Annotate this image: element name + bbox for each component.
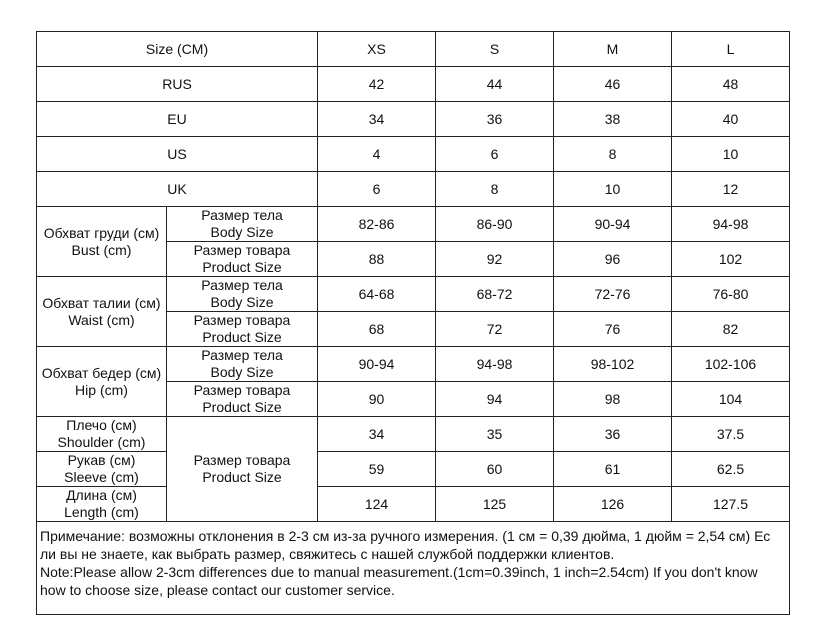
measurement-note [37,522,790,615]
table-cell: 68-72 [436,277,554,312]
body-size-label-ru: Размер тела [201,207,283,223]
table-cell: 46 [554,67,672,102]
conversion-label: US [37,137,318,172]
table-cell: 102 [672,242,790,277]
table-cell: 62.5 [672,452,790,487]
waist-body-row [37,277,790,312]
length-label-en: Length (cm) [64,504,139,520]
length-row [37,487,790,522]
table-cell: 10 [672,137,790,172]
table-cell: 76 [554,312,672,347]
product-size-label-en: Product Size [202,259,282,275]
sleeve-label-ru: Рукав (см) [67,452,136,468]
table-cell: 92 [436,242,554,277]
table-cell: 6 [318,172,436,207]
sleeve-label [37,452,167,487]
bust-body-row [37,207,790,242]
table-cell: 125 [436,487,554,522]
table-cell: 72 [436,312,554,347]
table-cell: 94-98 [436,347,554,382]
body-size-label-ru: Размер тела [201,277,283,293]
product-size-label-en: Product Size [202,329,282,345]
sleeve-label-en: Sleeve (cm) [64,469,139,485]
table-cell: 68 [318,312,436,347]
body-size-label-en: Body Size [210,294,274,310]
table-cell: 34 [318,102,436,137]
note-en-line-1: Note:Please allow 2-3cm differences due to manual measurement.(1cm=0.39inch, 1 inch=2.54cm) If you don't know [40,564,758,580]
conversion-row-us [37,137,790,172]
table-cell: 38 [554,102,672,137]
product-size-label-ru: Размер товара [193,312,291,328]
table-cell: 37.5 [672,417,790,452]
table-cell: 4 [318,137,436,172]
table-cell: 94-98 [672,207,790,242]
table-cell: 102-106 [672,347,790,382]
header-label: Size (CM) [37,32,318,67]
conversion-row-rus [37,67,790,102]
size-l-header: L [672,32,790,67]
table-cell: 82 [672,312,790,347]
table-cell: 40 [672,102,790,137]
garment-product-size-label [167,417,318,522]
table-cell: 6 [436,137,554,172]
table-cell: 60 [436,452,554,487]
table-cell: 82-86 [318,207,436,242]
product-size-label [167,242,318,277]
table-cell: 98-102 [554,347,672,382]
bust-label-ru: Обхват груди (см) [43,224,160,241]
hip-label-en: Hip (cm) [75,381,128,398]
shoulder-label-en: Shoulder (cm) [57,434,146,450]
table-cell: 44 [436,67,554,102]
table-cell: 36 [554,417,672,452]
table-cell: 61 [554,452,672,487]
product-size-label [167,382,318,417]
sleeve-row [37,452,790,487]
table-cell: 8 [554,137,672,172]
table-cell: 90-94 [554,207,672,242]
header-row [37,32,790,67]
bust-label [37,207,167,277]
note-row [37,522,790,615]
body-size-label-en: Body Size [210,224,274,240]
product-size-label-en: Product Size [202,469,282,485]
product-size-label-ru: Размер товара [193,242,291,258]
shoulder-label-ru: Плечо (см) [66,417,137,433]
bust-label-en: Bust (cm) [71,241,132,258]
table-cell: 98 [554,382,672,417]
size-s-header: S [436,32,554,67]
note-en-line-2: how to choose size, please contact our customer service. [40,582,395,598]
table-cell: 8 [436,172,554,207]
table-cell: 90-94 [318,347,436,382]
body-size-label [167,277,318,312]
conversion-row-uk [37,172,790,207]
length-label-ru: Длина (см) [66,487,137,503]
body-size-label-ru: Размер тела [201,347,283,363]
table-cell: 104 [672,382,790,417]
table-cell: 76-80 [672,277,790,312]
note-ru-line-2: ли вы не знаете, как выбрать размер, свяжитесь с нашей службой поддержки клиентов. [40,546,615,562]
waist-label-en: Waist (cm) [68,311,135,328]
size-m-header: M [554,32,672,67]
hip-body-row [37,347,790,382]
table-cell: 36 [436,102,554,137]
conversion-label: UK [37,172,318,207]
conversion-label: RUS [37,67,318,102]
product-size-label-ru: Размер товара [193,452,291,468]
body-size-label [167,207,318,242]
conversion-label: EU [37,102,318,137]
table-cell: 94 [436,382,554,417]
waist-label [37,277,167,347]
product-size-label [167,312,318,347]
table-cell: 96 [554,242,672,277]
hip-label [37,347,167,417]
table-cell: 90 [318,382,436,417]
size-chart-table [36,31,790,615]
shoulder-row [37,417,790,452]
waist-label-ru: Обхват талии (см) [42,294,161,311]
table-cell: 127.5 [672,487,790,522]
table-cell: 126 [554,487,672,522]
length-label [37,487,167,522]
table-cell: 10 [554,172,672,207]
shoulder-label [37,417,167,452]
product-size-label-en: Product Size [202,399,282,415]
conversion-row-eu [37,102,790,137]
table-cell: 59 [318,452,436,487]
table-cell: 72-76 [554,277,672,312]
table-cell: 35 [436,417,554,452]
table-cell: 64-68 [318,277,436,312]
table-cell: 88 [318,242,436,277]
table-cell: 12 [672,172,790,207]
table-cell: 48 [672,67,790,102]
size-xs-header: XS [318,32,436,67]
hip-label-ru: Обхват бедер (см) [41,364,162,381]
body-size-label [167,347,318,382]
table-cell: 86-90 [436,207,554,242]
note-ru-line-1: Примечание: возможны отклонения в 2-3 см из-за ручного измерения. (1 см = 0,39 дюйма, 1 дюйм = 2,54 см) Ес [40,528,771,544]
table-cell: 42 [318,67,436,102]
product-size-label-ru: Размер товара [193,382,291,398]
table-cell: 124 [318,487,436,522]
table-cell: 34 [318,417,436,452]
body-size-label-en: Body Size [210,364,274,380]
